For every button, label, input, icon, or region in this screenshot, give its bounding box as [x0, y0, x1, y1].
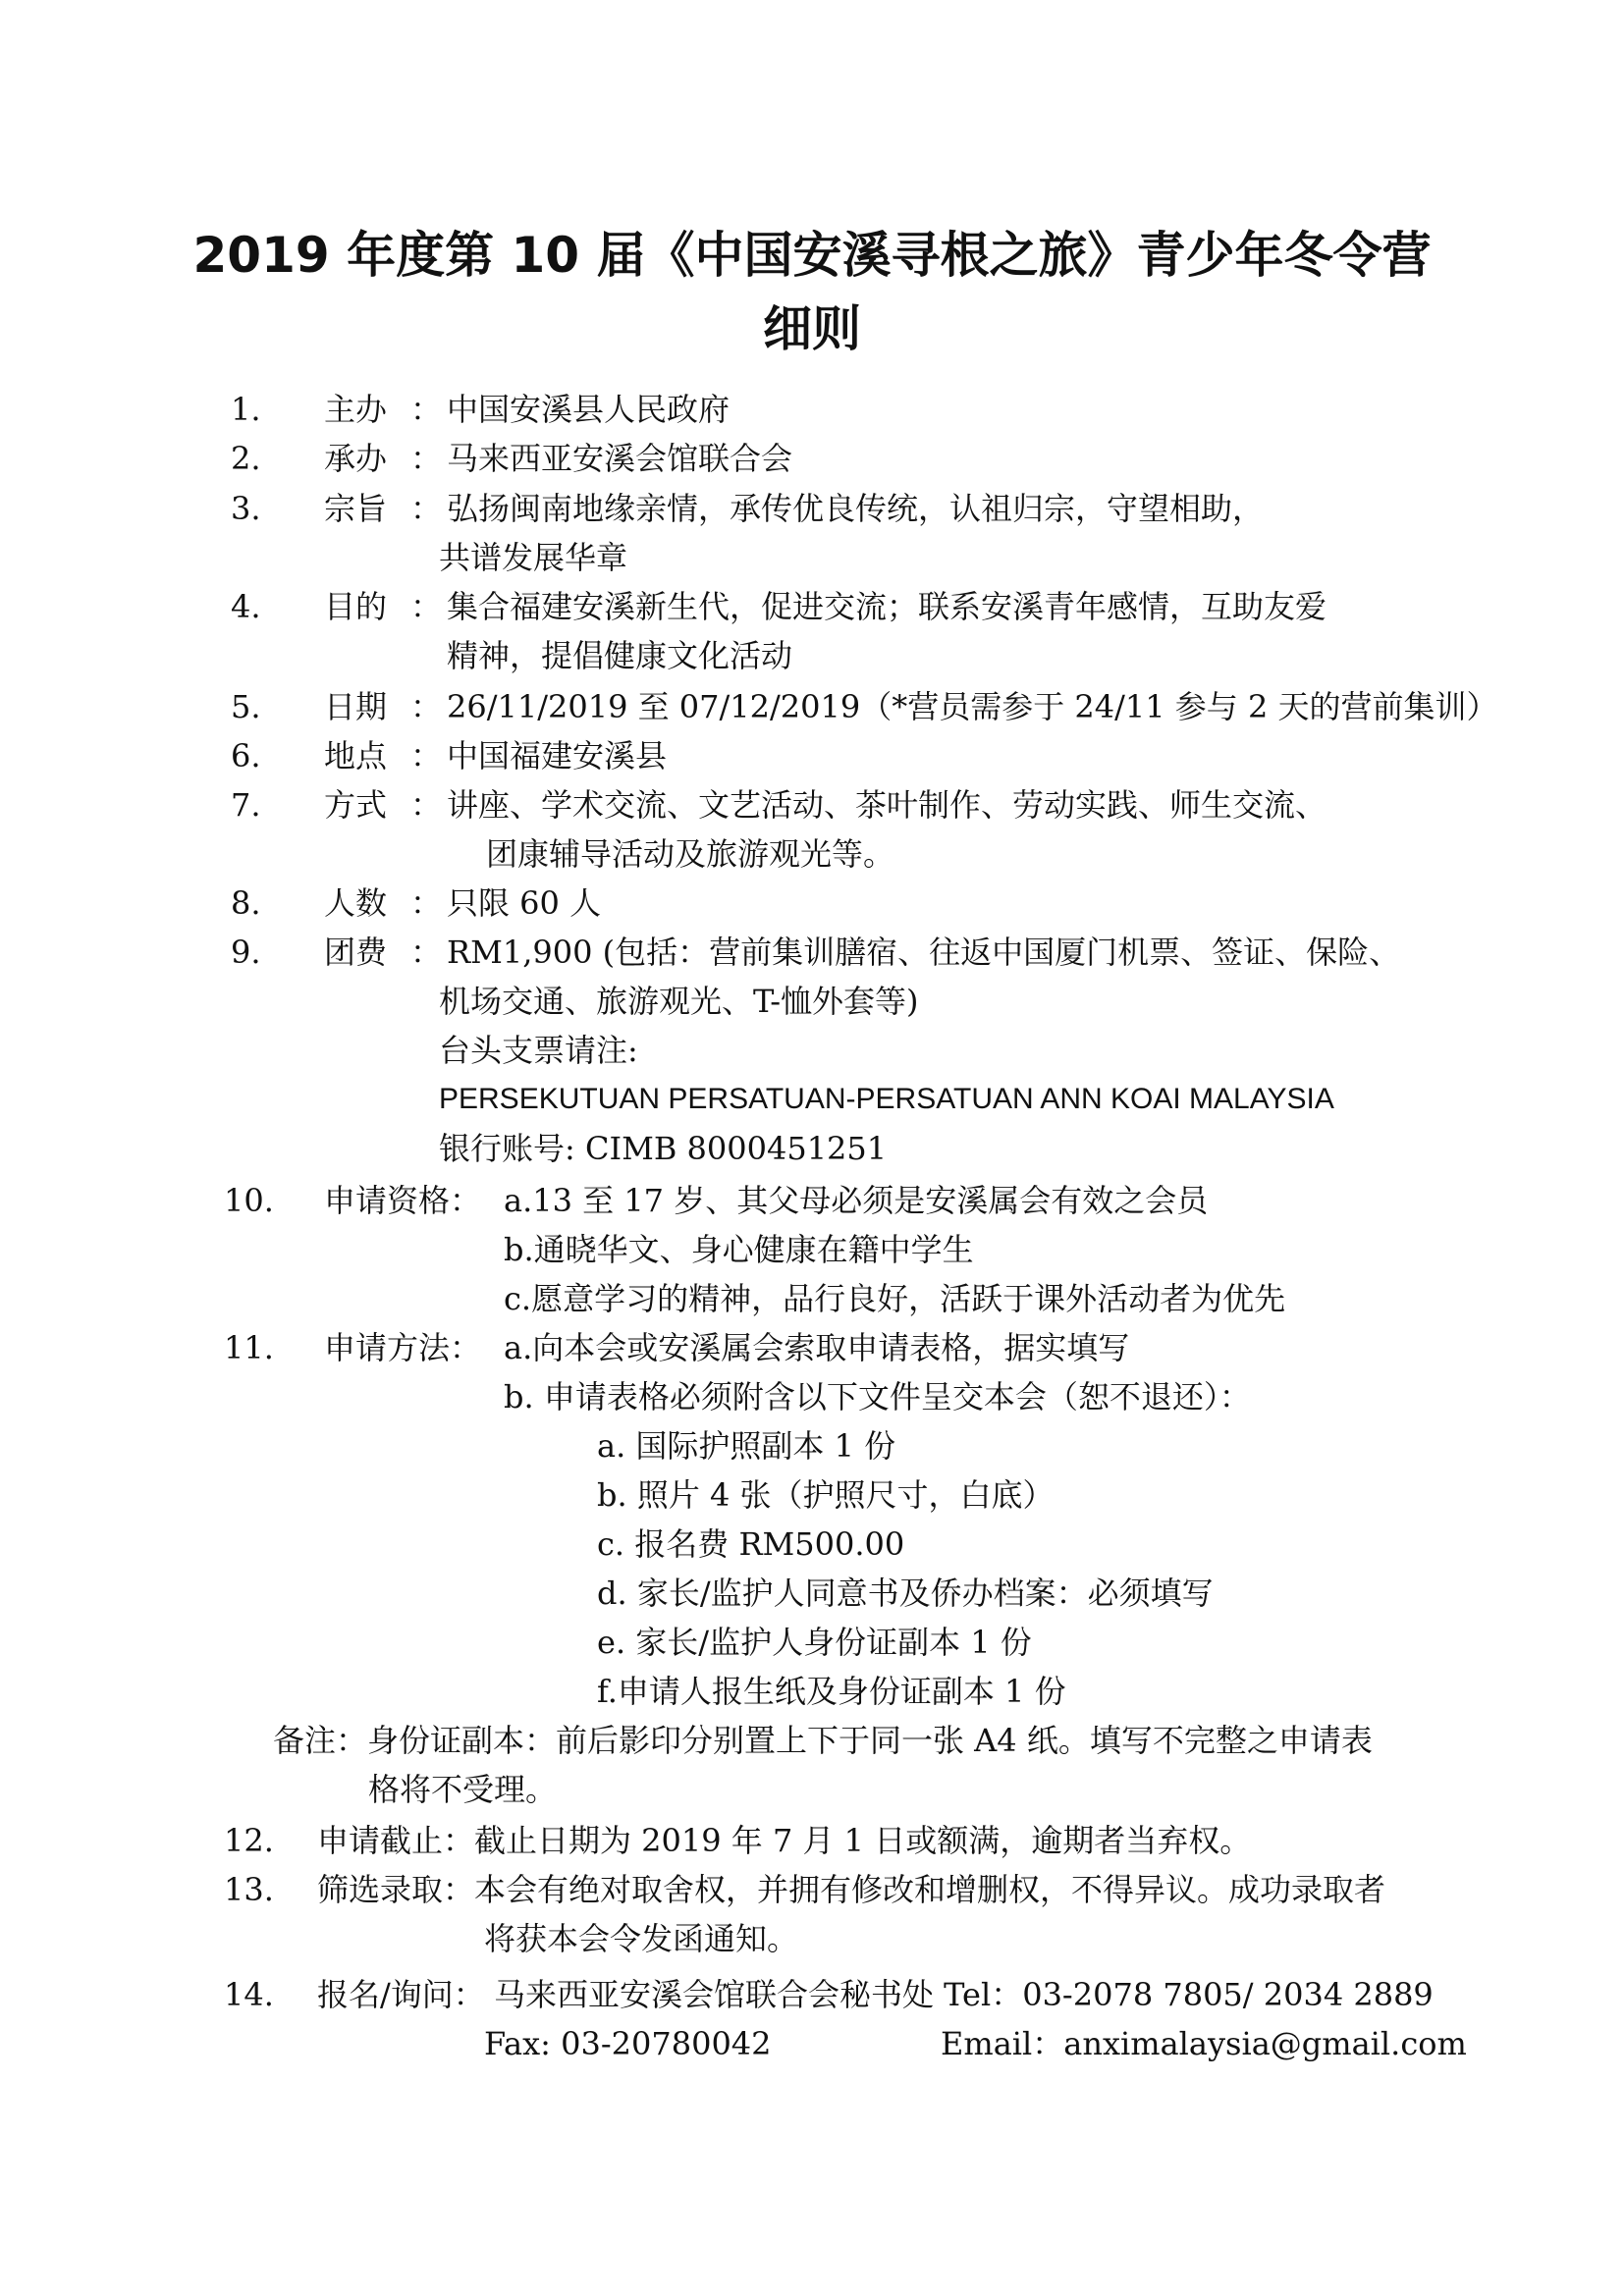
item-text-continued: 精神，提倡健康文化活动 [447, 637, 793, 674]
item-text: RM1,900 (包括：营前集训膳宿、往返中国厦门机票、签证、保险、 [447, 934, 1401, 971]
contact-email[interactable]: Email：anximalaysia@gmail.com [941, 2025, 1467, 2062]
item-label: 申请方法： [324, 1329, 482, 1366]
document-title-line2: 细则 [763, 300, 861, 357]
contact-fax: Fax: 03-20780042 [484, 2025, 772, 2062]
item-number: 1. [231, 391, 261, 428]
item-text: 马来西亚安溪会馆联合会 [447, 440, 793, 477]
item-label: 目的 [324, 588, 388, 625]
item-colon: ： [410, 391, 443, 428]
item-colon: ： [410, 588, 443, 625]
item-text-continued: 机场交通、旅游观光、T-恤外套等) [439, 983, 919, 1020]
item-number: 9. [231, 934, 261, 971]
item-colon: ： [410, 786, 443, 824]
item-label: 方式 [324, 786, 388, 824]
bank-account-number: 银行账号: CIMB 8000451251 [439, 1130, 888, 1167]
item-label: 日期 [324, 688, 388, 725]
item-text: 讲座、学术交流、文艺活动、茶叶制作、劳动实践、师生交流、 [447, 786, 1327, 824]
item-label: 申请截止： [317, 1822, 475, 1859]
item-label: 地点 [324, 737, 388, 774]
item-label: 报名/询问： [317, 1976, 485, 2013]
item-label: 宗旨 [324, 490, 388, 527]
item-number: 7. [231, 786, 261, 824]
cheque-payee-label: 台头支票请注: [439, 1032, 638, 1069]
item-label: 人数 [324, 884, 388, 922]
item-label: 主办 [324, 391, 388, 428]
item-text: 只限 60 人 [447, 884, 602, 922]
item-text-continued: 共谱发展华章 [439, 539, 628, 576]
item-text: 中国福建安溪县 [447, 737, 668, 774]
item-number: 8. [231, 884, 261, 922]
document-list-item: d. 家长/监护人同意书及侨办档案：必须填写 [597, 1575, 1214, 1612]
item-text: a.向本会或安溪属会索取申请表格，据实填写 [504, 1329, 1130, 1366]
item-number: 13. [224, 1871, 274, 1908]
document-title-line1: 2019 年度第 10 届《中国安溪寻根之旅》青少年冬令营 [192, 227, 1432, 284]
item-number: 14. [224, 1976, 274, 2013]
item-number: 11. [224, 1329, 274, 1366]
document-list-item: e. 家长/监护人身份证副本 1 份 [597, 1624, 1032, 1661]
document-list-item: f.申请人报生纸及身份证副本 1 份 [597, 1673, 1066, 1710]
item-number: 3. [231, 490, 261, 527]
item-text: 集合福建安溪新生代，促进交流；联系安溪青年感情，互助友爱 [447, 588, 1327, 625]
document-list-item: b. 照片 4 张（护照尺寸，白底） [597, 1476, 1055, 1514]
item-number: 10. [224, 1182, 274, 1219]
item-text: a.13 至 17 岁、其父母必须是安溪属会有效之会员 [504, 1182, 1209, 1219]
item-label: 筛选录取： [317, 1871, 475, 1908]
item-text: 截止日期为 2019 年 7 月 1 日或额满，逾期者当弃权。 [474, 1822, 1252, 1859]
item-text-continued: b.通晓华文、身心健康在籍中学生 [504, 1231, 974, 1268]
item-number: 6. [231, 737, 261, 774]
item-text: 弘扬闽南地缘亲情，承传优良传统，认祖归宗，守望相助， [447, 490, 1265, 527]
item-number: 4. [231, 588, 261, 625]
item-text-continued: b. 申请表格必须附含以下文件呈交本会（恕不退还）： [504, 1378, 1251, 1415]
item-label: 承办 [324, 440, 388, 477]
note-line2: 格将不受理。 [368, 1771, 558, 1808]
item-colon: ： [410, 934, 443, 971]
item-colon: ： [410, 440, 443, 477]
item-colon: ： [410, 490, 443, 527]
document-list-item: c. 报名费 RM500.00 [597, 1525, 905, 1563]
item-text: 中国安溪县人民政府 [447, 391, 731, 428]
item-text-continued: 团康辅导活动及旅游观光等。 [486, 835, 895, 873]
item-number: 2. [231, 440, 261, 477]
item-colon: ： [410, 737, 443, 774]
item-text: 本会有绝对取舍权，并拥有修改和增删权，不得异议。成功录取者 [474, 1871, 1386, 1908]
document-list-item: a. 国际护照副本 1 份 [597, 1427, 896, 1465]
item-text: 26/11/2019 至 07/12/2019（*营员需参于 24/11 参与 2 天的营前集训） [447, 688, 1498, 725]
item-label: 团费 [324, 934, 388, 971]
note-line1: 备注：身份证副本：前后影印分别置上下于同一张 A4 纸。填写不完整之申请表 [273, 1722, 1373, 1759]
item-number: 12. [224, 1822, 274, 1859]
cheque-payee-name: PERSEKUTUAN PERSATUAN-PERSATUAN ANN KOAI MALAYSIA [439, 1083, 1334, 1115]
item-label: 申请资格： [324, 1182, 482, 1219]
item-colon: ： [410, 688, 443, 725]
contact-office-phone: 马来西亚安溪会馆联合会秘书处 Tel：03-2078 7805/ 2034 2889 [494, 1976, 1434, 2013]
item-number: 5. [231, 688, 261, 725]
item-text-continued: c.愿意学习的精神，品行良好，活跃于课外活动者为优先 [504, 1280, 1286, 1317]
item-colon: ： [410, 884, 443, 922]
item-text-continued: 将获本会令发函通知。 [484, 1920, 799, 1957]
